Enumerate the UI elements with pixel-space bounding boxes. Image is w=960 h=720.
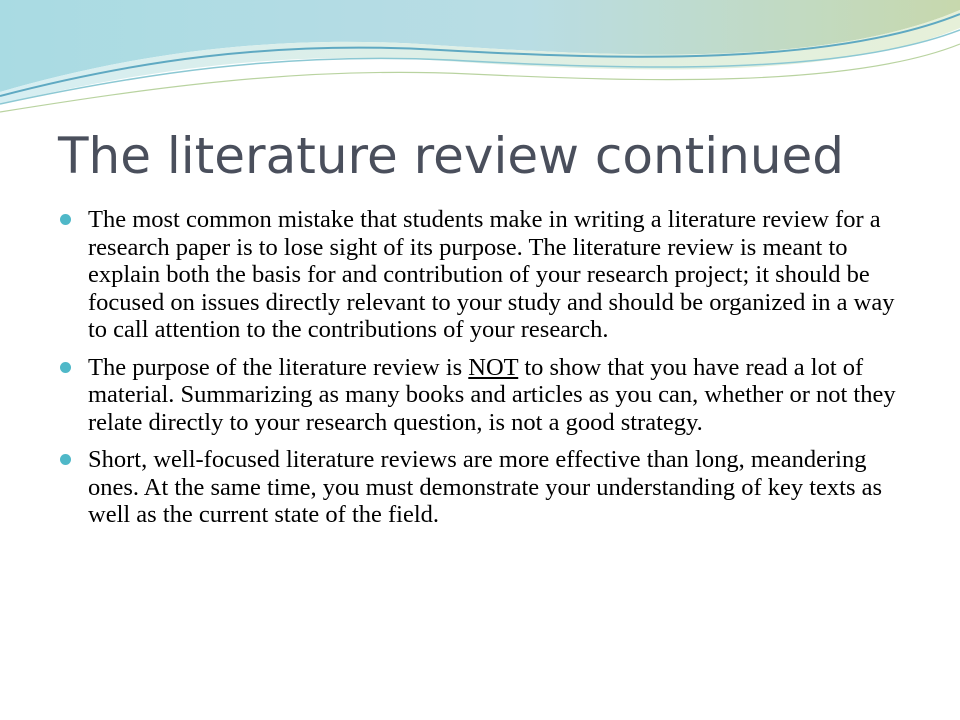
bullet-item-2: [58, 354, 908, 437]
bullet-item-3: [58, 446, 908, 529]
bullet-text-3: Short, well-focused literature reviews are more effective than long, meandering ones. At the same time, you must demonstrate your understanding of key texts as well as the current state of the field.: [88, 446, 883, 528]
bullet-text-1: The most common mistake that students make in writing a literature review for a research paper is to lose sight of its purpose. The literature review is meant to explain both the basis for and contribution of your research project; it should be focused on issues directly relevant to your study and should be organized in a way to call attention to the contributions of your research.: [88, 206, 895, 343]
slide-title: The literature review continued: [58, 127, 845, 185]
wave-band-top: [0, 0, 960, 92]
bullet-text-2-start: The purpose of the literature review is: [88, 353, 469, 381]
bullet-item-1: [58, 206, 908, 344]
bullet-text-2-end: to show that you have read a lot of material. Summarizing as many books and articles as you can, whether or not they relate directly to your research question, is not a good strategy.: [88, 353, 896, 436]
bullet-list: [58, 206, 908, 539]
bullet-emphasis-not: NOT: [468, 353, 519, 381]
